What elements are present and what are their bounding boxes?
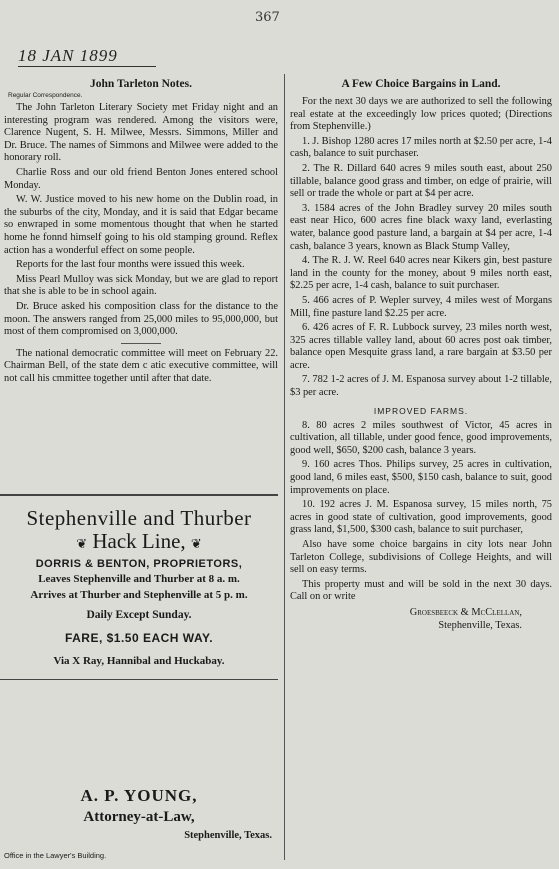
- farm-listing: 10. 192 acres J. M. Espanosa survey, 15 miles north, 75 acres in good state of cultivation, good improvements, good grass land, $1,500, $300 cash, balance to suit purchaser,: [290, 499, 552, 536]
- attorney-office: Office in the Lawyer's Building.: [4, 851, 107, 860]
- improved-farms-heading: IMPROVED FARMS.: [373, 405, 469, 416]
- land-listing: 5. 466 acres of P. Wepler survey, 4 miles west of Morgans Mill, fine pasture land $2.25 per acre.: [290, 294, 552, 319]
- hack-ad-subtitle: Hack Line,: [92, 529, 186, 553]
- signature-firm: Groesbeeck & McClellan,: [409, 606, 522, 618]
- left-column: [4, 74, 278, 387]
- right-column: [290, 74, 552, 632]
- land-listing: 4. The R. J. W. Reel 640 acres near Kikers gin, best pasture land in the county for the money, about 9 miles north east, $2.25 per acre, 1-4 cash, balance to suit purchaser.: [290, 255, 552, 292]
- article-paragraph: Dr. Bruce asked his composition class for the distance to the moon. The answers ranged from 25,000 miles to 95,000,000, but most of them compromised on 3,000,000.: [4, 300, 278, 338]
- article-heading-tarleton: John Tarleton Notes.: [90, 78, 192, 90]
- date-stamp: 18 JAN 1899: [18, 46, 118, 65]
- article-paragraph: W. W. Justice moved to his new home on the Dublin road, in the suburbs of the city, Monday, and it is said that Edgar became so enwraped in some momentous thought that when he started home he fonnd himself going to his old stamping ground. Reflex action has a wonderful effect on some people.: [4, 194, 278, 256]
- page-number: 367: [255, 10, 280, 25]
- article-paragraph: Reports for the last four months were issued this week.: [16, 259, 245, 271]
- land-listing: 1. J. Bishop 1280 acres 17 miles north at $2.50 per acre, 1-4 cash, balance to suit purchaser.: [290, 135, 552, 160]
- article-paragraph: Charlie Ross and our old friend Benton Jones entered school Monday.: [4, 166, 278, 191]
- column-divider: [284, 74, 285, 860]
- article-byline: Regular Correspondence.: [8, 92, 83, 99]
- hack-ad-subtitle-row: [0, 529, 278, 554]
- hack-ad-title: Stephenville and Thurber: [26, 506, 252, 530]
- ad-top-rule: [0, 494, 278, 496]
- section-divider: [121, 343, 161, 344]
- hack-ad-fare: FARE, $1.50 EACH WAY.: [64, 631, 214, 645]
- farm-listing: Also have some choice bargains in city lots near John Tarleton College, subdivisions of College Heights, and will sell on easy terms.: [290, 539, 552, 576]
- leaf-ornament-icon: ❦: [76, 536, 88, 551]
- ad-bottom-rule: [0, 679, 278, 680]
- attorney-name: A. P. YOUNG,: [80, 786, 198, 805]
- bargains-closing: This property must and will be sold in the next 30 days. Call on or write: [290, 578, 552, 603]
- hack-ad-departure: Leaves Stephenville and Thurber at 8 a. m.: [38, 573, 240, 585]
- article-paragraph: Miss Pearl Mulloy was sick Monday, but we are glad to report that she is able to be in school again.: [4, 273, 278, 298]
- article-paragraph: The John Tarleton Literary Society met Friday night and an interesting program was rendered. Among the visitors were, Clarence Nugent, S. H. Milwee, Messrs. Simmons, Miller and Dr. Bruce. The names of Simmons and Milwee were added to the honorary roll.: [4, 102, 278, 164]
- hack-ad-route: Via X Ray, Hannibal and Huckabay.: [53, 655, 225, 667]
- farm-listing: 9. 160 acres Thos. Philips survey, 25 acres in cultivation, good land, 6 miles east, $500, $150 cash, balance to suit, good improvements on place.: [290, 459, 552, 496]
- land-listing: 2. The R. Dillard 640 acres 9 miles south east, about 250 tillable, balance good grass and timber, on edge of prairie, will sell or trade the whole or part at $4 per acre.: [290, 162, 552, 200]
- attorney-title: Attorney-at-Law,: [83, 809, 195, 825]
- hack-ad-proprietors: DORRIS & BENTON, PROPRIETORS,: [35, 558, 243, 570]
- attorney-advertisement: [0, 780, 278, 860]
- hack-ad-schedule: Daily Except Sunday.: [86, 609, 192, 621]
- democratic-committee-paragraph: The national democratic committee will meet on February 22. Chairman Bell, of the state dem c atic executive committee, will not call his cmmittee together until after that date.: [4, 347, 278, 384]
- hack-ad-arrival: Arrives at Thurber and Stephenville at 5 p. m.: [30, 589, 248, 601]
- hack-line-advertisement: [0, 494, 278, 680]
- farm-listing: 8. 80 acres 2 miles southwest of Victor, 45 acres in cultivation, all tillable, under good fence, good improvements, good well, $650, $200 cash, balance 3 years.: [290, 419, 552, 456]
- leaf-ornament-icon: ❦: [190, 536, 202, 551]
- attorney-place: Stephenville, Texas.: [184, 830, 272, 841]
- land-listing: 3. 1584 acres of the John Bradley survey 20 miles south east near Hico, 600 acres fine black waxy land, everlasting water, balance good pasture land, a bargain at $4 per acre, 1-4 cash, balance 3 years, known as Black Stump Valley,: [290, 202, 552, 252]
- article-heading-bargains: A Few Choice Bargains in Land.: [341, 78, 501, 90]
- signature-place: Stephenville, Texas.: [438, 619, 522, 631]
- signature-block: [290, 606, 552, 632]
- date-underline: [18, 66, 156, 67]
- land-listing: 6. 426 acres of F. R. Lubbock survey, 23 miles north west, 325 acres tillable valley land, about 60 acres post oak timber, balance open Mesquite grass land, a rare bargain at $3.50 per acre.: [290, 322, 552, 371]
- land-listing: 7. 782 1-2 acres of J. M. Espanosa survey about 1-2 tillable, $3 per acre.: [290, 374, 552, 399]
- bargains-intro: For the next 30 days we are authorized to sell the following real estate at the exceedingly low prices quoted; (Directions from Stephenville.): [290, 96, 552, 133]
